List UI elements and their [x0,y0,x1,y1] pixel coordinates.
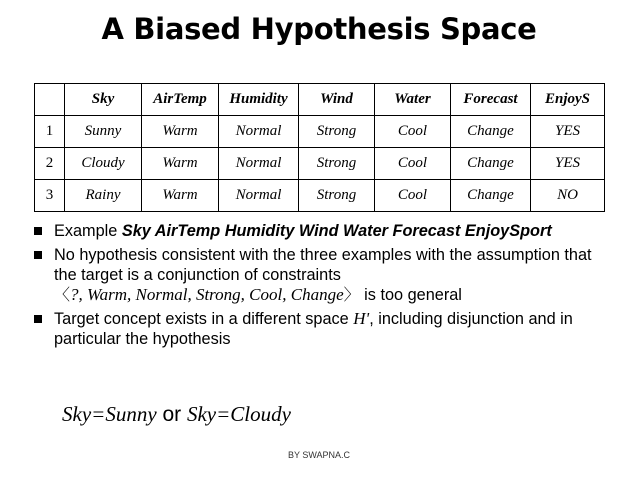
square-bullet-icon [34,315,42,323]
table-cell: Change [451,148,531,180]
slide-title: A Biased Hypothesis Space [101,12,537,46]
bullet-text: Target concept exists in a different space [54,310,354,328]
table-row [35,116,605,148]
hypothesis-right: Sky=Cloudy [186,402,291,426]
table-cell: Warm [142,148,219,180]
table-row [35,180,605,212]
angle-open: 〈 [54,285,71,304]
examples-table [34,83,605,212]
header-cell: Sky [65,84,142,116]
footer-credit: BY SWAPNA.C [287,450,350,460]
table-cell: Warm [142,180,219,212]
table-cell: Strong [299,148,375,180]
bullet-text: No hypothesis consistent with the three examples with the assumption that the target is a conjunction of constraints [54,246,592,284]
table-cell: Sunny [65,116,142,148]
table-cell: YES [531,148,605,180]
table-cell: Normal [219,180,299,212]
table-cell: Strong [299,116,375,148]
header-cell: AirTemp [142,84,219,116]
table-cell: Change [451,116,531,148]
table-cell: Cool [375,180,451,212]
table-cell: 3 [35,180,65,212]
angle-close: 〉 [343,285,360,304]
bullet-text: is too general [359,286,462,304]
hypothesis-left: Sky=Sunny [62,402,157,426]
table-cell: Rainy [65,180,142,212]
hypothesis-text: ?, Warm, Normal, Strong, Cool, Change [70,285,344,304]
table-cell: Change [451,180,531,212]
table-cell: 2 [35,148,65,180]
header-cell: Water [375,84,451,116]
bullet-text: Example [54,222,122,240]
table-cell: Normal [219,116,299,148]
hypothesis-or: or [156,403,187,426]
table-cell: Strong [299,180,375,212]
bullet-list [34,221,609,353]
square-bullet-icon [34,251,42,259]
table-header-row [35,84,605,116]
table-cell: NO [531,180,605,212]
square-bullet-icon [34,227,42,235]
bullet-text: , including disjunction and in particular the hypothesis [54,310,573,348]
table-cell: 1 [35,116,65,148]
bullet-emphasis: Sky AirTemp Humidity Wind Water Forecast EnjoySport [121,222,552,240]
table-cell: Cloudy [65,148,142,180]
table-cell: Cool [375,116,451,148]
table-cell: YES [531,116,605,148]
header-cell: Humidity [219,84,299,116]
header-cell: EnjoyS [531,84,605,116]
space-symbol: H' [353,309,370,328]
disjunction-hypothesis [62,402,291,427]
table-cell: Cool [375,148,451,180]
table-cell: Warm [142,116,219,148]
bullet-item [34,221,609,241]
header-cell [35,84,65,116]
bullet-item [34,309,609,349]
header-cell: Forecast [451,84,531,116]
bullet-item [34,245,609,305]
table-cell: Normal [219,148,299,180]
header-cell: Wind [299,84,375,116]
table-row [35,148,605,180]
